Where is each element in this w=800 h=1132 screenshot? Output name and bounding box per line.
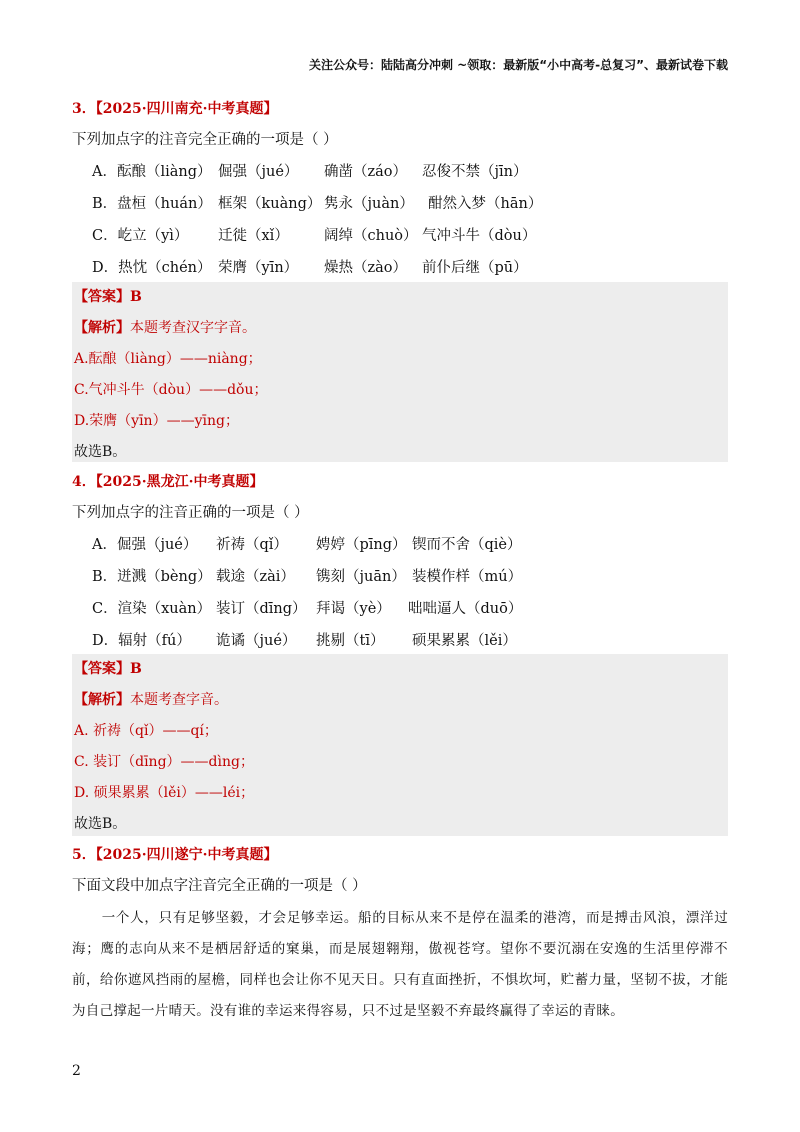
option-item: 硕果累累（lěi） [412, 633, 517, 649]
option-item: 气冲斗牛（dòu） [422, 228, 537, 244]
question-4-header [72, 470, 728, 494]
option-item: 装模作样（mú） [412, 569, 523, 585]
analysis-line [72, 685, 728, 716]
option-item: 前仆后继（pū） [422, 260, 528, 276]
option-item: 忍俊不禁（jīn） [422, 164, 528, 180]
answer-label: 【答案】 [74, 289, 130, 305]
option-item: 咄咄逼人（duō） [408, 601, 523, 617]
option-item: 祈祷（qǐ） [216, 537, 288, 553]
analysis-note: D.荣膺（yīn）——yīng； [74, 413, 239, 429]
option-item: C．渲染（xuàn） [92, 601, 212, 617]
option-item: 迁徙（xǐ） [218, 228, 289, 244]
question-number: 4． [72, 474, 96, 490]
question-source: 【2025·黑龙江·中考真题】 [95, 474, 264, 490]
analysis-intro: 本题考查汉字字音。 [130, 320, 256, 336]
analysis-note: D. 硕果累累（lěi）——léi； [74, 785, 255, 801]
option-item: 装订（dīng） [216, 601, 307, 617]
analysis-note: C. 装订（dīng）——dìng； [74, 754, 254, 770]
question-5 [72, 843, 728, 901]
option-item: C．屹立（yì） [92, 228, 189, 244]
option-item: A．倔强（jué） [92, 537, 198, 553]
option-item: 锲而不舍（qiè） [412, 537, 522, 553]
header-note: 关注公众号：陆陆高分冲刺 ~领取：最新版“小中高考-总复习”、最新试卷下载 [309, 58, 728, 72]
option-item: 挑剔（tī） [316, 633, 385, 649]
options [72, 156, 728, 284]
answer-box-3 [72, 282, 728, 462]
option-item: 隽永（juàn） [324, 196, 414, 212]
option-row-b [92, 188, 728, 220]
option-row-c [92, 220, 728, 252]
question-source: 【2025·四川遂宁·中考真题】 [95, 847, 278, 863]
option-item: 镌刻（juān） [316, 569, 406, 585]
question-stem: 下列加点字的注音完全正确的一项是（ ） [72, 132, 338, 148]
option-row-b [92, 561, 728, 593]
option-item: A．酝酿（liàng） [92, 164, 212, 180]
option-item: D．热忱（chén） [92, 260, 212, 276]
question-source: 【2025·四川南充·中考真题】 [95, 101, 278, 117]
question-stem: 下面文段中加点字注音完全正确的一项是（ ） [72, 878, 367, 894]
analysis-conclusion: 故选B。 [74, 816, 127, 832]
analysis-intro: 本题考查字音。 [130, 692, 228, 708]
option-item: 诡谲（jué） [216, 633, 297, 649]
analysis-label: 【解析】 [74, 692, 130, 708]
question-number: 5． [72, 847, 96, 863]
passage [72, 903, 728, 1027]
answer-value: B [130, 661, 142, 677]
answer-box-4 [72, 654, 728, 836]
question-4 [72, 470, 728, 657]
analysis-conclusion: 故选B。 [74, 444, 127, 460]
option-row-a [92, 156, 728, 188]
answer-label: 【答案】 [74, 661, 130, 677]
question-3-header [72, 97, 728, 121]
analysis-line [72, 313, 728, 344]
option-item: 框架（kuàng） [218, 196, 322, 212]
option-item: 燥热（zào） [324, 260, 408, 276]
option-item: 荣膺（yīn） [218, 260, 299, 276]
page-number: 2 [72, 1063, 81, 1079]
analysis-note: A. 祈祷（qǐ）——qí； [74, 723, 218, 739]
analysis-note: A.酝酿（liàng）——niàng； [74, 351, 262, 367]
option-item: D．辐射（fú） [92, 633, 191, 649]
answer-line [72, 282, 728, 313]
option-item: 酣然入梦（hān） [428, 196, 543, 212]
answer-value: B [130, 289, 142, 305]
analysis-label: 【解析】 [74, 320, 130, 336]
option-item: B．盘桓（huán） [92, 196, 212, 212]
option-row-a [92, 529, 728, 561]
option-row-d [92, 252, 728, 284]
option-row-d [92, 625, 728, 657]
option-item: B．迸溅（bèng） [92, 569, 212, 585]
analysis-note: C.气冲斗牛（dòu）——dǒu； [74, 382, 268, 398]
option-item: 拜谒（yè） [316, 601, 391, 617]
question-stem: 下列加点字的注音正确的一项是（ ） [72, 505, 309, 521]
option-item: 倔强（jué） [218, 164, 299, 180]
option-item: 娉婷（pīng） [316, 537, 407, 553]
option-item: 载途（zài） [216, 569, 295, 585]
answer-line [72, 654, 728, 685]
options [72, 529, 728, 657]
option-row-c [92, 593, 728, 625]
passage-text: 一个人，只有足够坚毅，才会足够幸运。船的目标从来不是停在温柔的港湾，而是搏击风浪，漂洋过海；鹰的志向从来不是栖居舒适的窠巢，而是展翅翱翔，傲视苍穹。望你不要沉溺在安逸的生活里停滞不前，给你遮风挡雨的屋檐，同样也会让你不见天日。只有直面挫折，不惧坎坷，贮蓄力量，坚韧不拔，才能为自己撑起一片晴天。没有谁的幸运来得容易，只不过是坚毅不弃最终赢得了幸运的青睐。 [72, 910, 728, 1019]
question-5-header [72, 843, 728, 867]
question-number: 3． [72, 101, 96, 117]
question-3 [72, 97, 728, 284]
option-item: 确凿（záo） [324, 164, 408, 180]
option-item: 阔绰（chuò） [324, 228, 418, 244]
